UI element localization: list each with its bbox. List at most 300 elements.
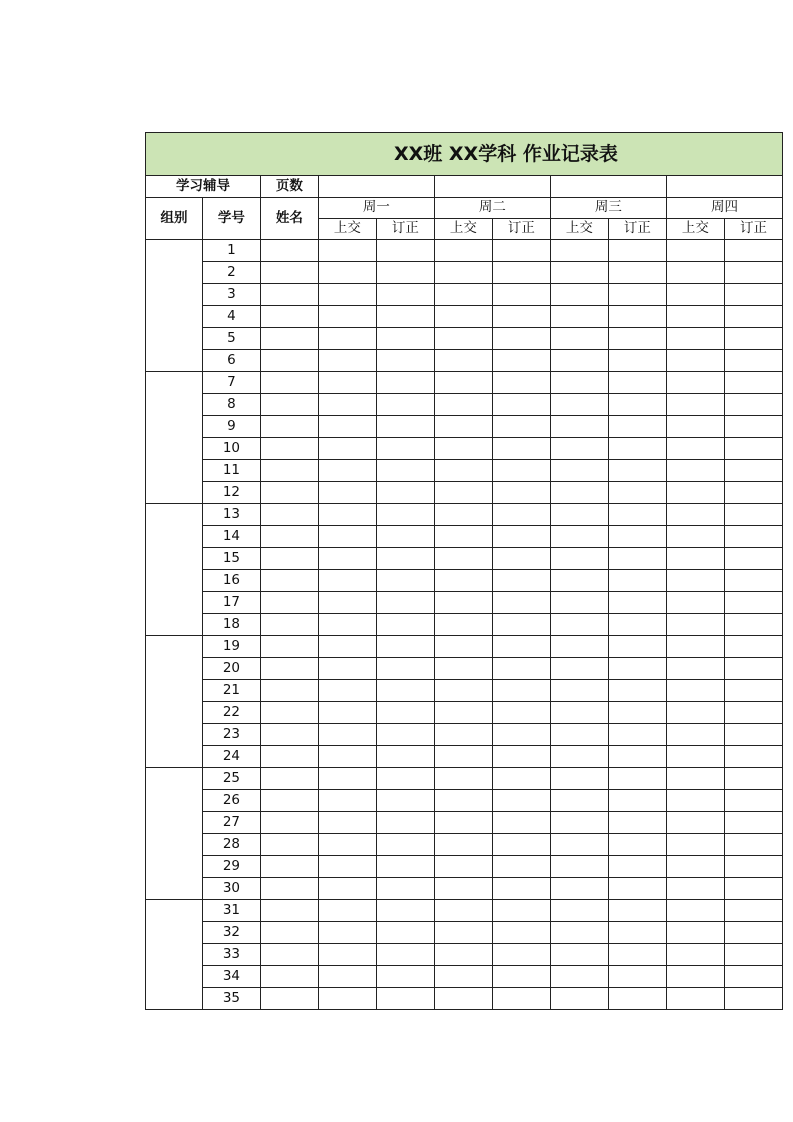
- correct-cell[interactable]: [492, 526, 550, 548]
- correct-cell[interactable]: [492, 394, 550, 416]
- correct-cell[interactable]: [724, 526, 782, 548]
- submit-cell[interactable]: [318, 922, 376, 944]
- correct-cell[interactable]: [492, 284, 550, 306]
- correct-cell[interactable]: [724, 262, 782, 284]
- correct-cell[interactable]: [608, 328, 666, 350]
- submit-cell[interactable]: [550, 790, 608, 812]
- submit-cell[interactable]: [666, 592, 724, 614]
- submit-cell[interactable]: [550, 636, 608, 658]
- submit-cell[interactable]: [318, 240, 376, 262]
- submit-cell[interactable]: [318, 878, 376, 900]
- correct-cell[interactable]: [608, 702, 666, 724]
- submit-cell[interactable]: [550, 460, 608, 482]
- submit-cell[interactable]: [434, 746, 492, 768]
- submit-cell[interactable]: [434, 636, 492, 658]
- correct-cell[interactable]: [492, 306, 550, 328]
- correct-cell[interactable]: [492, 768, 550, 790]
- correct-cell[interactable]: [492, 372, 550, 394]
- correct-cell[interactable]: [376, 262, 434, 284]
- correct-cell[interactable]: [724, 966, 782, 988]
- correct-cell[interactable]: [608, 812, 666, 834]
- correct-cell[interactable]: [376, 724, 434, 746]
- submit-cell[interactable]: [318, 988, 376, 1010]
- correct-cell[interactable]: [376, 680, 434, 702]
- correct-cell[interactable]: [724, 768, 782, 790]
- submit-cell[interactable]: [550, 834, 608, 856]
- submit-cell[interactable]: [434, 834, 492, 856]
- submit-cell[interactable]: [666, 702, 724, 724]
- correct-cell[interactable]: [724, 812, 782, 834]
- name-cell[interactable]: [260, 592, 318, 614]
- correct-cell[interactable]: [724, 746, 782, 768]
- correct-cell[interactable]: [724, 328, 782, 350]
- group-cell[interactable]: [146, 636, 203, 768]
- correct-cell[interactable]: [724, 702, 782, 724]
- submit-cell[interactable]: [318, 834, 376, 856]
- name-cell[interactable]: [260, 240, 318, 262]
- correct-cell[interactable]: [608, 372, 666, 394]
- submit-cell[interactable]: [550, 922, 608, 944]
- submit-cell[interactable]: [550, 702, 608, 724]
- name-cell[interactable]: [260, 746, 318, 768]
- correct-cell[interactable]: [724, 548, 782, 570]
- submit-cell[interactable]: [434, 548, 492, 570]
- submit-cell[interactable]: [318, 592, 376, 614]
- correct-cell[interactable]: [608, 834, 666, 856]
- name-cell[interactable]: [260, 702, 318, 724]
- submit-cell[interactable]: [434, 856, 492, 878]
- correct-cell[interactable]: [608, 262, 666, 284]
- submit-cell[interactable]: [434, 262, 492, 284]
- submit-cell[interactable]: [318, 966, 376, 988]
- submit-cell[interactable]: [434, 944, 492, 966]
- submit-cell[interactable]: [550, 746, 608, 768]
- correct-cell[interactable]: [608, 460, 666, 482]
- submit-cell[interactable]: [550, 944, 608, 966]
- correct-cell[interactable]: [724, 636, 782, 658]
- submit-cell[interactable]: [318, 768, 376, 790]
- correct-cell[interactable]: [608, 284, 666, 306]
- submit-cell[interactable]: [666, 394, 724, 416]
- name-cell[interactable]: [260, 306, 318, 328]
- name-cell[interactable]: [260, 966, 318, 988]
- correct-cell[interactable]: [608, 526, 666, 548]
- submit-cell[interactable]: [318, 746, 376, 768]
- submit-cell[interactable]: [318, 790, 376, 812]
- correct-cell[interactable]: [492, 944, 550, 966]
- correct-cell[interactable]: [376, 614, 434, 636]
- submit-cell[interactable]: [550, 394, 608, 416]
- correct-cell[interactable]: [724, 658, 782, 680]
- correct-cell[interactable]: [376, 548, 434, 570]
- correct-cell[interactable]: [724, 438, 782, 460]
- submit-cell[interactable]: [550, 416, 608, 438]
- name-cell[interactable]: [260, 504, 318, 526]
- submit-cell[interactable]: [434, 812, 492, 834]
- submit-cell[interactable]: [666, 482, 724, 504]
- correct-cell[interactable]: [492, 548, 550, 570]
- correct-cell[interactable]: [608, 394, 666, 416]
- submit-cell[interactable]: [550, 372, 608, 394]
- submit-cell[interactable]: [666, 614, 724, 636]
- correct-cell[interactable]: [492, 966, 550, 988]
- correct-cell[interactable]: [492, 680, 550, 702]
- name-cell[interactable]: [260, 944, 318, 966]
- pages-cell-tue[interactable]: [434, 176, 550, 198]
- correct-cell[interactable]: [376, 328, 434, 350]
- submit-cell[interactable]: [666, 240, 724, 262]
- correct-cell[interactable]: [724, 900, 782, 922]
- correct-cell[interactable]: [492, 878, 550, 900]
- correct-cell[interactable]: [724, 394, 782, 416]
- submit-cell[interactable]: [434, 878, 492, 900]
- submit-cell[interactable]: [434, 702, 492, 724]
- correct-cell[interactable]: [724, 878, 782, 900]
- submit-cell[interactable]: [318, 636, 376, 658]
- submit-cell[interactable]: [550, 856, 608, 878]
- submit-cell[interactable]: [666, 570, 724, 592]
- submit-cell[interactable]: [318, 570, 376, 592]
- correct-cell[interactable]: [492, 570, 550, 592]
- submit-cell[interactable]: [550, 284, 608, 306]
- submit-cell[interactable]: [550, 988, 608, 1010]
- submit-cell[interactable]: [666, 768, 724, 790]
- correct-cell[interactable]: [376, 306, 434, 328]
- submit-cell[interactable]: [550, 592, 608, 614]
- correct-cell[interactable]: [608, 570, 666, 592]
- correct-cell[interactable]: [376, 460, 434, 482]
- correct-cell[interactable]: [724, 460, 782, 482]
- correct-cell[interactable]: [492, 438, 550, 460]
- group-cell[interactable]: [146, 768, 203, 900]
- submit-cell[interactable]: [550, 328, 608, 350]
- submit-cell[interactable]: [434, 350, 492, 372]
- group-cell[interactable]: [146, 504, 203, 636]
- correct-cell[interactable]: [724, 416, 782, 438]
- correct-cell[interactable]: [608, 922, 666, 944]
- correct-cell[interactable]: [608, 548, 666, 570]
- correct-cell[interactable]: [492, 812, 550, 834]
- correct-cell[interactable]: [608, 856, 666, 878]
- submit-cell[interactable]: [550, 724, 608, 746]
- submit-cell[interactable]: [666, 262, 724, 284]
- submit-cell[interactable]: [434, 570, 492, 592]
- submit-cell[interactable]: [666, 636, 724, 658]
- correct-cell[interactable]: [376, 878, 434, 900]
- correct-cell[interactable]: [376, 636, 434, 658]
- submit-cell[interactable]: [434, 966, 492, 988]
- submit-cell[interactable]: [318, 944, 376, 966]
- correct-cell[interactable]: [724, 680, 782, 702]
- correct-cell[interactable]: [608, 988, 666, 1010]
- correct-cell[interactable]: [608, 482, 666, 504]
- name-cell[interactable]: [260, 350, 318, 372]
- correct-cell[interactable]: [492, 658, 550, 680]
- submit-cell[interactable]: [318, 306, 376, 328]
- submit-cell[interactable]: [318, 416, 376, 438]
- correct-cell[interactable]: [724, 482, 782, 504]
- name-cell[interactable]: [260, 680, 318, 702]
- pages-cell-thu[interactable]: [666, 176, 782, 198]
- group-cell[interactable]: [146, 372, 203, 504]
- correct-cell[interactable]: [724, 724, 782, 746]
- name-cell[interactable]: [260, 482, 318, 504]
- pages-cell-mon[interactable]: [318, 176, 434, 198]
- submit-cell[interactable]: [318, 526, 376, 548]
- submit-cell[interactable]: [666, 922, 724, 944]
- correct-cell[interactable]: [724, 570, 782, 592]
- correct-cell[interactable]: [376, 416, 434, 438]
- submit-cell[interactable]: [434, 614, 492, 636]
- submit-cell[interactable]: [550, 350, 608, 372]
- correct-cell[interactable]: [376, 812, 434, 834]
- pages-cell-wed[interactable]: [550, 176, 666, 198]
- correct-cell[interactable]: [492, 350, 550, 372]
- submit-cell[interactable]: [666, 724, 724, 746]
- correct-cell[interactable]: [608, 746, 666, 768]
- name-cell[interactable]: [260, 856, 318, 878]
- submit-cell[interactable]: [434, 460, 492, 482]
- correct-cell[interactable]: [724, 372, 782, 394]
- correct-cell[interactable]: [608, 504, 666, 526]
- group-cell[interactable]: [146, 240, 203, 372]
- submit-cell[interactable]: [434, 372, 492, 394]
- correct-cell[interactable]: [376, 746, 434, 768]
- correct-cell[interactable]: [492, 636, 550, 658]
- submit-cell[interactable]: [434, 240, 492, 262]
- correct-cell[interactable]: [492, 834, 550, 856]
- correct-cell[interactable]: [492, 262, 550, 284]
- correct-cell[interactable]: [724, 240, 782, 262]
- submit-cell[interactable]: [318, 482, 376, 504]
- submit-cell[interactable]: [550, 306, 608, 328]
- correct-cell[interactable]: [376, 834, 434, 856]
- name-cell[interactable]: [260, 900, 318, 922]
- correct-cell[interactable]: [492, 988, 550, 1010]
- correct-cell[interactable]: [724, 834, 782, 856]
- submit-cell[interactable]: [550, 504, 608, 526]
- submit-cell[interactable]: [318, 702, 376, 724]
- submit-cell[interactable]: [318, 350, 376, 372]
- submit-cell[interactable]: [434, 900, 492, 922]
- submit-cell[interactable]: [666, 856, 724, 878]
- correct-cell[interactable]: [376, 856, 434, 878]
- submit-cell[interactable]: [550, 966, 608, 988]
- correct-cell[interactable]: [492, 724, 550, 746]
- submit-cell[interactable]: [666, 548, 724, 570]
- submit-cell[interactable]: [550, 614, 608, 636]
- correct-cell[interactable]: [376, 922, 434, 944]
- submit-cell[interactable]: [666, 966, 724, 988]
- correct-cell[interactable]: [724, 284, 782, 306]
- submit-cell[interactable]: [550, 812, 608, 834]
- submit-cell[interactable]: [434, 724, 492, 746]
- correct-cell[interactable]: [376, 350, 434, 372]
- correct-cell[interactable]: [608, 724, 666, 746]
- correct-cell[interactable]: [492, 900, 550, 922]
- name-cell[interactable]: [260, 372, 318, 394]
- name-cell[interactable]: [260, 724, 318, 746]
- correct-cell[interactable]: [376, 570, 434, 592]
- submit-cell[interactable]: [666, 350, 724, 372]
- submit-cell[interactable]: [666, 834, 724, 856]
- correct-cell[interactable]: [492, 746, 550, 768]
- submit-cell[interactable]: [434, 394, 492, 416]
- correct-cell[interactable]: [724, 614, 782, 636]
- submit-cell[interactable]: [318, 394, 376, 416]
- correct-cell[interactable]: [724, 944, 782, 966]
- correct-cell[interactable]: [492, 504, 550, 526]
- submit-cell[interactable]: [550, 570, 608, 592]
- submit-cell[interactable]: [318, 680, 376, 702]
- correct-cell[interactable]: [376, 372, 434, 394]
- name-cell[interactable]: [260, 394, 318, 416]
- submit-cell[interactable]: [434, 658, 492, 680]
- submit-cell[interactable]: [434, 768, 492, 790]
- submit-cell[interactable]: [318, 614, 376, 636]
- submit-cell[interactable]: [666, 878, 724, 900]
- submit-cell[interactable]: [318, 372, 376, 394]
- name-cell[interactable]: [260, 922, 318, 944]
- correct-cell[interactable]: [608, 966, 666, 988]
- name-cell[interactable]: [260, 988, 318, 1010]
- correct-cell[interactable]: [376, 702, 434, 724]
- submit-cell[interactable]: [666, 504, 724, 526]
- submit-cell[interactable]: [318, 856, 376, 878]
- correct-cell[interactable]: [376, 240, 434, 262]
- correct-cell[interactable]: [608, 416, 666, 438]
- name-cell[interactable]: [260, 790, 318, 812]
- submit-cell[interactable]: [434, 482, 492, 504]
- correct-cell[interactable]: [492, 922, 550, 944]
- correct-cell[interactable]: [724, 856, 782, 878]
- submit-cell[interactable]: [434, 592, 492, 614]
- correct-cell[interactable]: [608, 790, 666, 812]
- correct-cell[interactable]: [492, 482, 550, 504]
- correct-cell[interactable]: [724, 504, 782, 526]
- submit-cell[interactable]: [550, 878, 608, 900]
- submit-cell[interactable]: [666, 746, 724, 768]
- name-cell[interactable]: [260, 658, 318, 680]
- correct-cell[interactable]: [376, 284, 434, 306]
- submit-cell[interactable]: [434, 504, 492, 526]
- submit-cell[interactable]: [550, 240, 608, 262]
- submit-cell[interactable]: [434, 306, 492, 328]
- submit-cell[interactable]: [666, 372, 724, 394]
- correct-cell[interactable]: [492, 790, 550, 812]
- submit-cell[interactable]: [550, 658, 608, 680]
- submit-cell[interactable]: [434, 328, 492, 350]
- submit-cell[interactable]: [666, 790, 724, 812]
- submit-cell[interactable]: [318, 548, 376, 570]
- submit-cell[interactable]: [666, 680, 724, 702]
- submit-cell[interactable]: [318, 262, 376, 284]
- name-cell[interactable]: [260, 460, 318, 482]
- correct-cell[interactable]: [608, 944, 666, 966]
- submit-cell[interactable]: [666, 438, 724, 460]
- submit-cell[interactable]: [550, 526, 608, 548]
- correct-cell[interactable]: [608, 306, 666, 328]
- correct-cell[interactable]: [724, 306, 782, 328]
- submit-cell[interactable]: [318, 504, 376, 526]
- correct-cell[interactable]: [376, 900, 434, 922]
- submit-cell[interactable]: [434, 680, 492, 702]
- submit-cell[interactable]: [434, 790, 492, 812]
- submit-cell[interactable]: [318, 900, 376, 922]
- submit-cell[interactable]: [666, 460, 724, 482]
- submit-cell[interactable]: [434, 988, 492, 1010]
- submit-cell[interactable]: [550, 900, 608, 922]
- correct-cell[interactable]: [492, 856, 550, 878]
- submit-cell[interactable]: [666, 284, 724, 306]
- correct-cell[interactable]: [492, 702, 550, 724]
- correct-cell[interactable]: [376, 592, 434, 614]
- submit-cell[interactable]: [434, 416, 492, 438]
- submit-cell[interactable]: [666, 944, 724, 966]
- submit-cell[interactable]: [318, 460, 376, 482]
- name-cell[interactable]: [260, 262, 318, 284]
- submit-cell[interactable]: [318, 438, 376, 460]
- correct-cell[interactable]: [376, 944, 434, 966]
- correct-cell[interactable]: [608, 636, 666, 658]
- correct-cell[interactable]: [376, 394, 434, 416]
- correct-cell[interactable]: [492, 240, 550, 262]
- correct-cell[interactable]: [724, 592, 782, 614]
- submit-cell[interactable]: [666, 416, 724, 438]
- name-cell[interactable]: [260, 636, 318, 658]
- name-cell[interactable]: [260, 812, 318, 834]
- name-cell[interactable]: [260, 526, 318, 548]
- name-cell[interactable]: [260, 548, 318, 570]
- submit-cell[interactable]: [318, 812, 376, 834]
- correct-cell[interactable]: [492, 592, 550, 614]
- correct-cell[interactable]: [608, 878, 666, 900]
- name-cell[interactable]: [260, 768, 318, 790]
- correct-cell[interactable]: [724, 922, 782, 944]
- correct-cell[interactable]: [376, 658, 434, 680]
- submit-cell[interactable]: [318, 328, 376, 350]
- submit-cell[interactable]: [318, 284, 376, 306]
- submit-cell[interactable]: [666, 526, 724, 548]
- correct-cell[interactable]: [492, 460, 550, 482]
- correct-cell[interactable]: [724, 350, 782, 372]
- submit-cell[interactable]: [550, 768, 608, 790]
- correct-cell[interactable]: [376, 438, 434, 460]
- correct-cell[interactable]: [608, 680, 666, 702]
- submit-cell[interactable]: [550, 548, 608, 570]
- name-cell[interactable]: [260, 834, 318, 856]
- correct-cell[interactable]: [608, 438, 666, 460]
- correct-cell[interactable]: [608, 240, 666, 262]
- name-cell[interactable]: [260, 284, 318, 306]
- submit-cell[interactable]: [666, 658, 724, 680]
- correct-cell[interactable]: [376, 526, 434, 548]
- submit-cell[interactable]: [434, 284, 492, 306]
- submit-cell[interactable]: [666, 328, 724, 350]
- correct-cell[interactable]: [724, 790, 782, 812]
- correct-cell[interactable]: [608, 592, 666, 614]
- submit-cell[interactable]: [666, 812, 724, 834]
- correct-cell[interactable]: [724, 988, 782, 1010]
- correct-cell[interactable]: [608, 900, 666, 922]
- correct-cell[interactable]: [376, 768, 434, 790]
- submit-cell[interactable]: [550, 438, 608, 460]
- submit-cell[interactable]: [550, 680, 608, 702]
- group-cell[interactable]: [146, 900, 203, 1010]
- name-cell[interactable]: [260, 416, 318, 438]
- submit-cell[interactable]: [550, 482, 608, 504]
- submit-cell[interactable]: [550, 262, 608, 284]
